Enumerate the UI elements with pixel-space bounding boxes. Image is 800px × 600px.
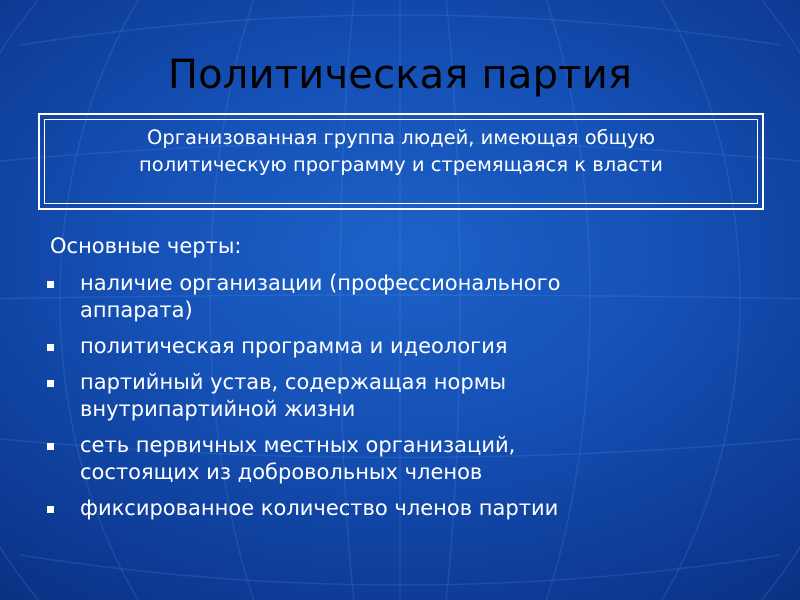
definition-line-2: политическую программу и стремящаяся к власти (139, 153, 663, 176)
feature-item-program (44, 333, 744, 360)
feature-text-line-1: наличие организации (профессионального (80, 271, 561, 295)
definition-box (38, 113, 764, 210)
feature-text-line-1: сеть первичных местных организаций, (80, 433, 516, 457)
feature-item-charter (44, 369, 744, 423)
feature-text-line-1: фиксированное количество членов партии (80, 496, 559, 520)
slide-title: Политическая партия (167, 52, 633, 98)
feature-text-line-1: партийный устав, содержащая нормы (80, 370, 507, 394)
square-bullet-icon (47, 443, 54, 450)
feature-text-line-2: состоящих из добровольных членов (80, 460, 483, 484)
feature-text-line-2: внутрипартийной жизни (80, 397, 356, 421)
feature-item-local-organizations (44, 432, 744, 486)
square-bullet-icon (47, 344, 54, 351)
features-heading: Основные черты: (50, 234, 242, 258)
features-list (44, 270, 744, 531)
definition-text (44, 119, 758, 204)
feature-text-line-1: политическая программа и идеология (80, 334, 508, 358)
feature-text-line-2: аппарата) (80, 298, 193, 322)
feature-item-organization (44, 270, 744, 324)
definition-line-1: Организованная группа людей, имеющая общую (146, 126, 656, 149)
square-bullet-icon (47, 506, 54, 513)
feature-item-membership (44, 495, 744, 522)
square-bullet-icon (47, 380, 54, 387)
square-bullet-icon (47, 281, 54, 288)
